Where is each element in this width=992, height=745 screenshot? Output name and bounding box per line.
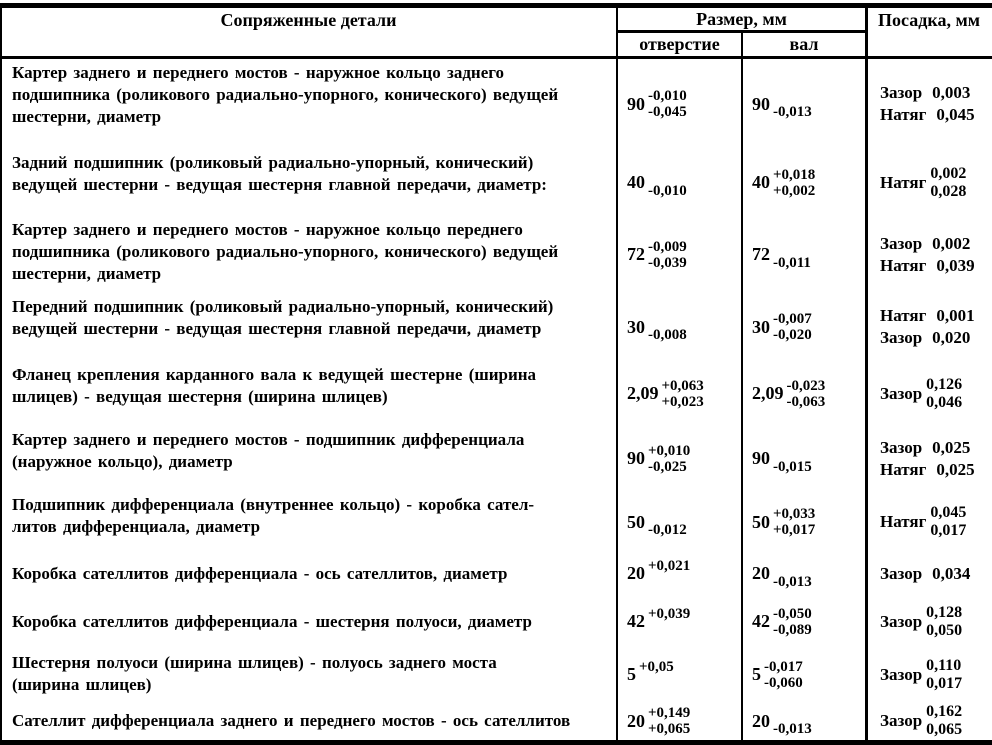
lower-deviation: -0,013 [773,104,812,120]
description-line: шлицев) - ведущая шестерня (ширина шлицев) [12,387,388,406]
table-row [0,59,992,149]
table-body [0,59,992,742]
tolerance-stack [648,88,687,120]
upper-deviation [648,311,687,327]
lower-deviation: -0,025 [648,458,687,475]
tolerance-stack [773,88,812,120]
lower-deviation: -0,020 [773,327,812,343]
fit-line [880,82,975,104]
tolerance-stack [773,167,815,199]
part-description [0,149,617,216]
hole-size [617,700,742,742]
lower-deviation: -0,045 [648,104,687,120]
description-line: Подшипник дифференциала (внутреннее кольцо) - коробка сател- [12,495,535,514]
lower-deviation: -0,015 [773,458,812,475]
fit-amount-stack [926,657,962,693]
fit-amount-stack [930,504,966,540]
table-row [0,594,992,649]
fit-amount-max: 0,045 [930,504,967,521]
description-line: Коробка сателлитов дифференциала - шестерня полуоси, диаметр [12,611,532,631]
table-row [0,293,992,361]
fit-lines [880,82,975,126]
fit-amount: 0,034 [932,563,971,583]
upper-deviation: -0,023 [786,377,826,394]
fit-type-label: Натяг [880,306,927,325]
nominal-size: 72 [627,244,645,264]
nominal-size: 72 [752,244,770,264]
fit-value [866,649,992,700]
fit-lines [880,437,975,481]
fit-amount-max: 0,162 [926,703,963,720]
hole-size [617,216,742,293]
lower-deviation: -0,010 [648,182,687,199]
fit-value [866,149,992,216]
part-description [0,649,617,700]
upper-deviation [773,705,812,721]
tolerance-stack [773,606,812,638]
fit-line [880,563,970,585]
hole-size [617,649,742,700]
upper-deviation: +0,033 [773,506,816,522]
description-line: Шестерня полуоси (ширина шлицев) - полуось заднего моста [12,653,497,672]
description-line: шестерни, диаметр [12,107,162,126]
fit-amount: 0,001 [936,306,975,325]
part-description [0,216,617,293]
nominal-size: 90 [627,93,645,114]
upper-deviation [648,506,687,522]
hole-size [617,59,742,149]
lower-deviation [648,574,690,590]
fit-amount: 0,025 [932,437,971,457]
hole-size [617,426,742,491]
fit-line [880,104,975,126]
fit-amount-max: 0,126 [926,375,963,393]
nominal-size: 42 [752,611,770,631]
tolerance-stack [773,705,812,737]
table-row [0,649,992,700]
tolerance-stack [773,506,815,538]
tolerance-stack [764,659,803,691]
fit-type-label: Зазор [880,328,923,347]
hole-size [617,293,742,361]
lower-deviation: -0,089 [773,621,812,638]
part-description [0,59,617,149]
nominal-size: 40 [627,172,645,192]
lower-deviation: -0,063 [786,393,826,410]
col-header-parts: Сопряженные детали [220,9,397,30]
fit-stack [880,604,962,640]
hole-size [617,149,742,216]
tolerance-stack [648,443,690,475]
upper-deviation [773,558,812,574]
fit-stack [880,165,966,201]
nominal-size: 20 [752,710,770,731]
part-description [0,553,617,594]
upper-deviation [773,239,811,255]
fit-type-label: Натяг [880,172,927,192]
lower-deviation: -0,011 [773,254,811,271]
upper-deviation: +0,05 [639,658,674,675]
upper-deviation: +0,149 [648,705,691,721]
fit-amount-min: 0,050 [926,621,963,639]
fit-lines [880,305,975,349]
fit-amount-stack [930,165,966,201]
lower-deviation: -0,012 [648,522,687,538]
shaft-size [742,426,866,491]
shaft-size [742,553,866,594]
nominal-size: 90 [752,448,770,468]
nominal-size: 50 [627,511,645,532]
fit-amount-min: 0,046 [926,393,963,411]
fit-type-label: Зазор [880,233,923,253]
shaft-size [742,594,866,649]
fit-line [880,305,975,327]
shaft-size [742,216,866,293]
fit-line [880,437,975,459]
fit-type-label: Зазор [880,711,923,730]
upper-deviation: +0,063 [661,377,704,394]
description-line: подшипника (роликового радиально-упорного, конического) ведущей [12,85,559,104]
nominal-size: 30 [627,316,645,337]
description-line: Картер заднего и переднего мостов - подшипник дифференциала [12,430,525,449]
fit-value [866,594,992,649]
fit-value [866,700,992,742]
description-line: Задний подшипник (роликовый радиально-упорный, конический) [12,153,534,172]
tolerance-stack [787,378,826,410]
col-header-hole: отверстие [639,34,720,54]
lower-deviation: +0,065 [648,721,691,737]
hole-size [617,594,742,649]
lower-deviation [648,622,690,638]
lower-deviation: -0,039 [648,254,687,271]
description-line: Фланец крепления карданного вала к ведущей шестерне (ширина [12,365,537,384]
upper-deviation: +0,021 [648,557,691,574]
fit-type-label: Натяг [880,105,927,124]
upper-deviation [648,167,687,183]
tolerance-stack [662,378,704,410]
fit-amount-max: 0,002 [930,164,967,182]
description-line: литов дифференциала, диаметр [12,517,261,536]
nominal-size: 90 [752,93,770,114]
upper-deviation: -0,009 [648,238,687,255]
upper-deviation [773,443,812,459]
nominal-size: 42 [627,611,645,631]
description-line: ведущей шестерни - ведущая шестерня главной передачи, диаметр: [12,175,547,194]
col-header-shaft: вал [789,34,819,54]
nominal-size: 90 [627,448,645,468]
fit-type-label: Зазор [880,664,923,684]
fit-amount: 0,045 [936,105,975,124]
description-line: ведущей шестерни - ведущая шестерня главной передачи, диаметр [12,319,542,338]
lower-deviation: -0,060 [764,674,803,691]
table-row [0,700,992,742]
tolerance-stack [648,606,690,638]
fit-type-label: Зазор [880,83,923,102]
fit-type-label: Зазор [880,563,923,583]
tolerance-stack [648,239,687,271]
nominal-size: 30 [752,316,770,337]
upper-deviation [773,88,812,104]
upper-deviation: -0,017 [764,658,803,675]
fit-amount: 0,020 [932,328,971,347]
fit-amount: 0,003 [932,83,971,102]
fit-amount: 0,025 [936,459,975,479]
table-row [0,491,992,553]
shaft-size [742,700,866,742]
part-description [0,700,617,742]
nominal-size: 50 [752,511,770,532]
fit-type-label: Натяг [880,459,927,479]
description-line: шестерни, диаметр [12,264,162,283]
shaft-size [742,293,866,361]
col-header-fit: Посадка, мм [878,9,980,30]
fit-value [866,491,992,553]
fit-amount-max: 0,128 [926,603,963,621]
fit-amount-min: 0,017 [926,674,963,692]
table-row [0,426,992,491]
fit-line [880,255,975,277]
fit-value [866,426,992,491]
fit-type-label: Зазор [880,611,923,631]
part-description [0,594,617,649]
hole-size [617,491,742,553]
description-line: Картер заднего и переднего мостов - наружное кольцо переднего [12,220,523,239]
fit-amount-stack [926,703,962,739]
lower-deviation: +0,002 [773,182,816,199]
fit-value [866,59,992,149]
description-line: Сателлит дифференциала заднего и переднего мостов - ось сателлитов [12,711,571,730]
nominal-size: 5 [752,664,761,684]
description-line: Коробка сателлитов дифференциала - ось сателлитов, диаметр [12,563,508,583]
fit-amount: 0,002 [932,233,971,253]
fit-amount-max: 0,110 [926,656,962,674]
fit-lines [880,233,975,277]
table-row [0,553,992,594]
table-row [0,149,992,216]
tolerance-stack [648,506,687,538]
lower-deviation: +0,017 [773,522,816,538]
fit-amount-stack [926,376,962,412]
hole-size [617,361,742,426]
fit-stack [880,703,962,739]
nominal-size: 20 [627,563,645,583]
fit-lines [880,563,970,585]
fit-amount: 0,039 [936,255,975,275]
fit-value [866,216,992,293]
shaft-size [742,59,866,149]
upper-deviation: -0,050 [773,605,812,622]
nominal-size: 5 [627,664,636,684]
fit-type-label: Натяг [880,512,927,531]
upper-deviation: +0,039 [648,605,691,622]
tolerance-stack [648,311,687,343]
upper-deviation: +0,010 [648,442,691,459]
fit-amount-min: 0,017 [930,522,967,539]
nominal-size: 2,09 [627,383,659,403]
fit-value [866,553,992,594]
fit-stack [880,376,962,412]
fit-amount-min: 0,065 [926,721,963,738]
tolerance-stack [648,705,690,737]
fit-stack [880,504,966,540]
lower-deviation [639,675,674,691]
description-line: (наружное кольцо), диаметр [12,452,233,471]
nominal-size: 20 [627,710,645,731]
description-line: Передний подшипник (роликовый радиально-упорный, конический) [12,297,554,316]
shaft-size [742,361,866,426]
fit-amount-stack [926,604,962,640]
fit-type-label: Зазор [880,383,923,403]
table-row [0,216,992,293]
fit-stack [880,657,962,693]
part-description [0,426,617,491]
description-line: подшипника (роликового радиально-упорного, конического) ведущей [12,242,559,261]
shaft-size [742,491,866,553]
part-description [0,361,617,426]
nominal-size: 40 [752,172,770,192]
lower-deviation: +0,023 [661,393,704,410]
col-header-size: Размер, мм [696,8,787,29]
tolerance-stack [639,659,674,691]
tolerance-stack [773,558,812,590]
part-description [0,491,617,553]
tolerance-stack [648,167,687,199]
lower-deviation: -0,008 [648,327,687,343]
fit-type-label: Натяг [880,255,927,275]
upper-deviation: +0,018 [773,166,816,183]
lower-deviation: -0,013 [773,573,812,590]
fit-line [880,233,975,255]
upper-deviation: -0,007 [773,311,812,327]
fit-value [866,293,992,361]
tolerance-stack [773,443,812,475]
fit-value [866,361,992,426]
shaft-size [742,649,866,700]
description-line: Картер заднего и переднего мостов - наружное кольцо заднего [12,63,505,82]
lower-deviation: -0,013 [773,721,812,737]
nominal-size: 20 [752,563,770,583]
tolerance-stack [773,311,812,343]
fit-amount-min: 0,028 [930,182,967,200]
upper-deviation: -0,010 [648,88,687,104]
fit-line [880,327,975,349]
nominal-size: 2,09 [752,383,784,403]
description-line: (ширина шлицев) [12,675,152,694]
fit-type-label: Зазор [880,437,923,457]
shaft-size [742,149,866,216]
table-row [0,361,992,426]
tolerance-stack [648,558,690,590]
fit-line [880,459,975,481]
tolerance-stack [773,239,811,271]
hole-size [617,553,742,594]
part-description [0,293,617,361]
